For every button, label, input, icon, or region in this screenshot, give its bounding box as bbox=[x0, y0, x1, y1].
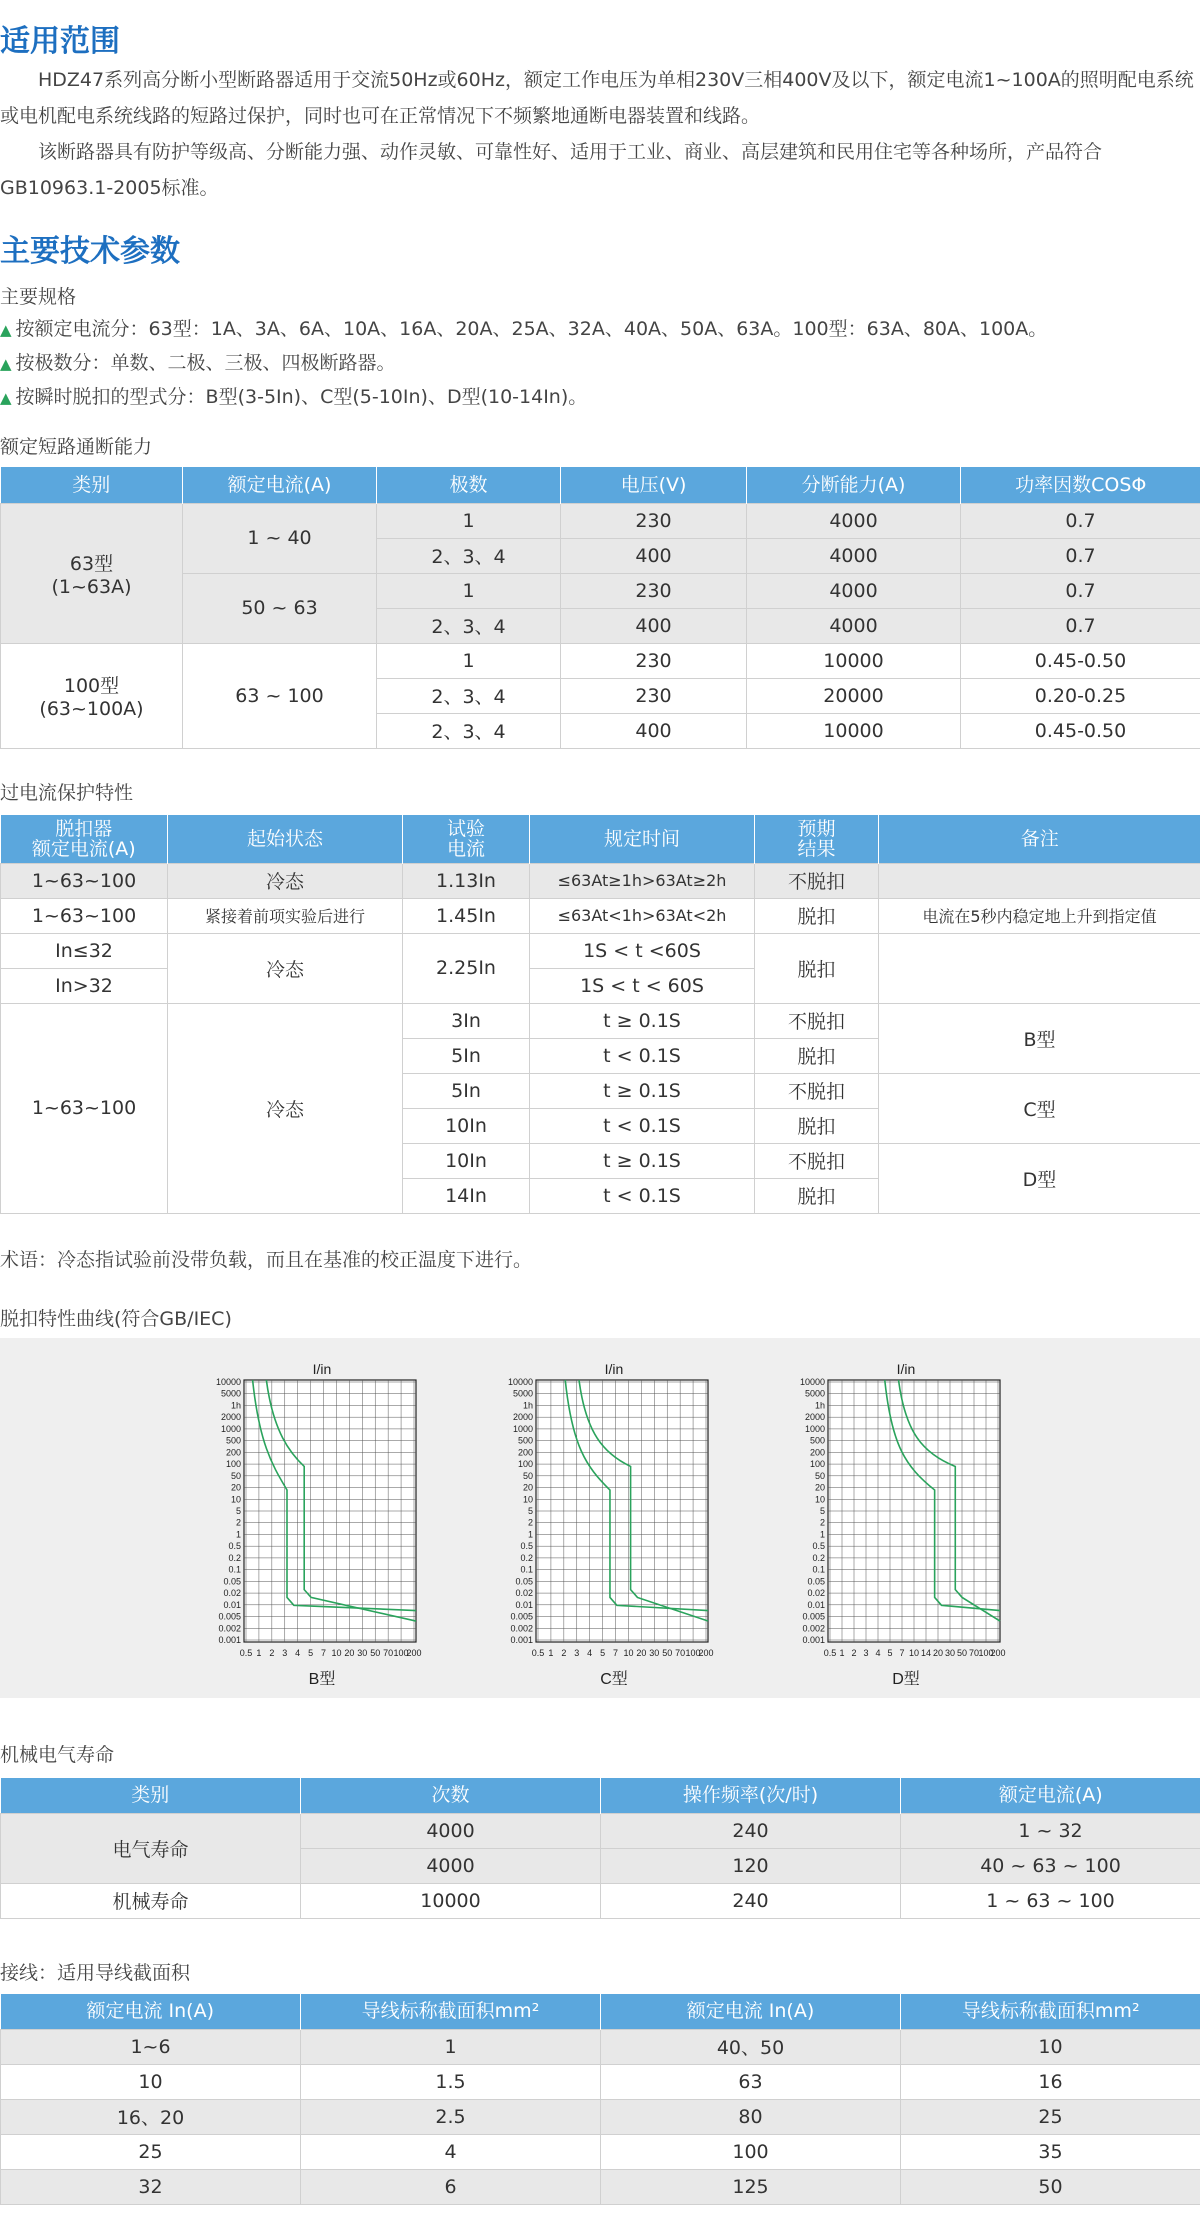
table-cell: 14In bbox=[403, 1178, 530, 1213]
table-cell: 80 bbox=[601, 2099, 901, 2134]
table-cell: 35 bbox=[901, 2134, 1200, 2169]
y-tick-label: 0.2 bbox=[520, 1552, 533, 1563]
y-tick-label: 0.02 bbox=[807, 1588, 825, 1599]
table-cell: 230 bbox=[561, 503, 747, 538]
table-header: 分断能力(A) bbox=[747, 467, 961, 503]
table-cell: 机械寿命 bbox=[1, 1883, 301, 1918]
table-cell: ≤63At≥1h>63At≥2h bbox=[530, 863, 755, 898]
table-cell: t < 0.1S bbox=[530, 1038, 755, 1073]
table-header: 类别 bbox=[1, 1778, 301, 1813]
table-cell: 2、3、4 bbox=[377, 538, 561, 573]
y-tick-label: 20 bbox=[230, 1482, 241, 1493]
category-100: 100型 (63~100A) bbox=[1, 643, 183, 748]
x-tick-label: 200 bbox=[990, 1648, 1006, 1658]
table-cell: 400 bbox=[561, 538, 747, 573]
y-tick-label: 0.02 bbox=[515, 1588, 533, 1599]
table-cell: 240 bbox=[601, 1883, 901, 1918]
table-cell: 120 bbox=[601, 1848, 901, 1883]
x-tick-label: 50 bbox=[370, 1648, 381, 1658]
y-tick-label: 2 bbox=[819, 1517, 825, 1528]
y-tick-label: 1 bbox=[235, 1529, 241, 1540]
table-cell: 4000 bbox=[747, 608, 961, 643]
table-cell: 1 bbox=[377, 573, 561, 608]
y-tick-label: 50 bbox=[230, 1470, 241, 1481]
table-cell: 1S < t <60S bbox=[530, 933, 755, 968]
table-cell: In>32 bbox=[1, 968, 168, 1003]
table-cell: 4000 bbox=[747, 573, 961, 608]
x-tick-label: 5 bbox=[887, 1648, 893, 1658]
table-header: 额定电流 In(A) bbox=[1, 1994, 301, 2029]
table-cell: 10 bbox=[901, 2029, 1200, 2064]
curve-name: B型 bbox=[308, 1671, 336, 1688]
y-tick-label: 2000 bbox=[804, 1412, 825, 1423]
scope-title: 适用范围 bbox=[0, 24, 120, 59]
x-tick-label: 1 bbox=[839, 1648, 845, 1658]
table-cell: 10In bbox=[403, 1143, 530, 1178]
table-header: 起始状态 bbox=[168, 815, 403, 863]
table-cell: 40 ~ 63 ~ 100 bbox=[901, 1848, 1200, 1883]
table-cell: 冷态 bbox=[168, 863, 403, 898]
y-tick-label: 0.002 bbox=[510, 1623, 533, 1634]
x-tick-label: 1 bbox=[548, 1648, 554, 1658]
y-tick-label: 0.1 bbox=[520, 1564, 533, 1575]
triangle-icon: ▲ bbox=[0, 355, 12, 373]
table-cell: 50 bbox=[901, 2169, 1200, 2204]
y-tick-label: 1 bbox=[819, 1529, 825, 1540]
x-tick-label: 200 bbox=[406, 1648, 422, 1658]
table-cell: 10000 bbox=[747, 643, 961, 678]
y-tick-label: 0.002 bbox=[218, 1623, 241, 1634]
table-cell: 电流在5秒内稳定地上升到指定值 bbox=[879, 898, 1200, 933]
life-label: 机械电气寿命 bbox=[0, 1744, 115, 1766]
y-tick-label: 0.005 bbox=[802, 1611, 825, 1622]
table-header: 类别 bbox=[1, 467, 183, 503]
y-tick-label: 2000 bbox=[220, 1412, 241, 1423]
table-cell: 脱扣 bbox=[755, 1038, 879, 1073]
current-cell: 1 ~ 40 bbox=[183, 503, 377, 573]
x-tick-label: 1 bbox=[256, 1648, 262, 1658]
table-cell: 6 bbox=[301, 2169, 601, 2204]
y-tick-label: 500 bbox=[517, 1435, 533, 1446]
y-tick-label: 10 bbox=[814, 1494, 825, 1505]
current-cell: 50 ~ 63 bbox=[183, 573, 377, 643]
y-tick-label: 2000 bbox=[512, 1412, 533, 1423]
curves-label: 脱扣特性曲线(符合GB/IEC) bbox=[0, 1308, 232, 1330]
table-cell: 1.13In bbox=[403, 863, 530, 898]
y-tick-label: 0.1 bbox=[228, 1564, 241, 1575]
table-header: 极数 bbox=[377, 467, 561, 503]
x-tick-label: 3 bbox=[574, 1648, 580, 1658]
y-tick-label: 0.05 bbox=[223, 1576, 241, 1587]
table-cell: 0.7 bbox=[961, 538, 1200, 573]
table-cell: 1.45In bbox=[403, 898, 530, 933]
table-cell: 1 ~ 63 ~ 100 bbox=[901, 1883, 1200, 1918]
y-tick-label: 1h bbox=[522, 1400, 533, 1411]
y-tick-label: 500 bbox=[809, 1435, 825, 1446]
x-tick-label: 20 bbox=[932, 1648, 944, 1658]
table-cell: 0.20-0.25 bbox=[961, 678, 1200, 713]
y-tick-label: 50 bbox=[814, 1470, 825, 1481]
wiring-label: 接线：适用导线截面积 bbox=[0, 1962, 191, 1984]
y-tick-label: 0.1 bbox=[812, 1564, 825, 1575]
x-tick-label: 30 bbox=[357, 1648, 368, 1658]
table-cell: 240 bbox=[601, 1813, 901, 1848]
table-cell: t ≥ 0.1S bbox=[530, 1073, 755, 1108]
triangle-icon: ▲ bbox=[0, 321, 12, 339]
y-tick-label: 0.005 bbox=[510, 1611, 533, 1622]
y-tick-label: 5000 bbox=[512, 1388, 533, 1399]
spec-label: 主要规格 bbox=[0, 286, 77, 308]
table-header: 预期 结果 bbox=[755, 815, 879, 863]
x-tick-label: 3 bbox=[863, 1648, 869, 1658]
table-cell: 冷态 bbox=[168, 933, 403, 1003]
table-cell: B型 bbox=[879, 1003, 1200, 1073]
y-tick-label: 100 bbox=[809, 1459, 825, 1470]
x-tick-label: 70 bbox=[968, 1648, 980, 1658]
table-cell: 4 bbox=[301, 2134, 601, 2169]
table-cell: 0.7 bbox=[961, 503, 1200, 538]
x-tick-label: 7 bbox=[899, 1648, 905, 1658]
x-tick-label: 0.5 bbox=[239, 1648, 253, 1658]
table-cell: 不脱扣 bbox=[755, 1003, 879, 1038]
table-header: 功率因数COSΦ bbox=[961, 467, 1200, 503]
x-tick-label: 20 bbox=[344, 1648, 355, 1658]
y-tick-label: 5 bbox=[527, 1506, 533, 1516]
table-cell: 脱扣 bbox=[755, 1178, 879, 1213]
spec-bullet: ▲ 按额定电流分：63型：1A、3A、6A、10A、16A、20A、25A、32A、40A、50A、63A。100型：63A、80A、100A。 bbox=[0, 318, 1048, 340]
x-tick-label: 50 bbox=[956, 1648, 968, 1658]
table-cell: 脱扣 bbox=[755, 898, 879, 933]
y-tick-label: 5 bbox=[819, 1506, 825, 1516]
x-tick-label: 0.5 bbox=[531, 1648, 545, 1658]
table-cell: ≤63At<1h>63At<2h bbox=[530, 898, 755, 933]
x-tick-label: 2 bbox=[561, 1648, 567, 1658]
table-cell: 400 bbox=[561, 608, 747, 643]
x-tick-label: 30 bbox=[649, 1648, 660, 1658]
table-cell: 不脱扣 bbox=[755, 1073, 879, 1108]
life-table bbox=[0, 1778, 1200, 1919]
table-header: 额定电流(A) bbox=[183, 467, 377, 503]
table-cell: 1 ~ 32 bbox=[901, 1813, 1200, 1848]
table-header: 规定时间 bbox=[530, 815, 755, 863]
table-cell: t ≥ 0.1S bbox=[530, 1003, 755, 1038]
y-tick-label: 1 bbox=[527, 1529, 533, 1540]
x-tick-label: 50 bbox=[662, 1648, 673, 1658]
y-tick-label: 1000 bbox=[220, 1423, 241, 1434]
y-tick-label: 0.01 bbox=[807, 1599, 825, 1610]
table-cell: 2、3、4 bbox=[377, 678, 561, 713]
table-cell: 4000 bbox=[747, 503, 961, 538]
cold-state-note: 术语：冷态指试验前没带负载，而且在基准的校正温度下进行。 bbox=[0, 1249, 533, 1271]
x-tick-label: 0.5 bbox=[823, 1648, 837, 1658]
y-tick-label: 100 bbox=[517, 1459, 533, 1470]
table-cell: t < 0.1S bbox=[530, 1108, 755, 1143]
table-cell: In≤32 bbox=[1, 933, 168, 968]
table-cell: 1.5 bbox=[301, 2064, 601, 2099]
table-cell: 1~63~100 bbox=[1, 863, 168, 898]
y-tick-label: 0.05 bbox=[807, 1576, 825, 1587]
table-cell: 1 bbox=[301, 2029, 601, 2064]
axis-title: I/in bbox=[604, 1361, 624, 1377]
y-tick-label: 5 bbox=[235, 1506, 241, 1516]
table-cell: 10In bbox=[403, 1108, 530, 1143]
table-cell: 1~6 bbox=[1, 2029, 301, 2064]
table-cell: C型 bbox=[879, 1073, 1200, 1143]
curve-name: D型 bbox=[892, 1671, 920, 1688]
y-tick-label: 20 bbox=[522, 1482, 533, 1493]
x-tick-label: 2 bbox=[851, 1648, 857, 1658]
table-cell: 1 bbox=[377, 643, 561, 678]
table-cell: 0.7 bbox=[961, 608, 1200, 643]
table-cell: 冷态 bbox=[168, 1003, 403, 1213]
table-cell: 2、3、4 bbox=[377, 608, 561, 643]
y-tick-label: 0.01 bbox=[515, 1599, 533, 1610]
x-tick-label: 20 bbox=[636, 1648, 647, 1658]
y-tick-label: 1000 bbox=[512, 1423, 533, 1434]
x-tick-label: 5 bbox=[308, 1648, 314, 1658]
spec-bullet: ▲ 按瞬时脱扣的型式分：B型(3-5In)、C型(5-10In)、D型(10-14In)。 bbox=[0, 386, 588, 408]
table-cell: 63 bbox=[601, 2064, 901, 2099]
table-header: 次数 bbox=[301, 1778, 601, 1813]
table-cell: 25 bbox=[1, 2134, 301, 2169]
table-cell: 1~63~100 bbox=[1, 898, 168, 933]
x-tick-label: 70 bbox=[383, 1648, 394, 1658]
x-tick-label: 3 bbox=[282, 1648, 288, 1658]
table-cell: 5In bbox=[403, 1038, 530, 1073]
table-header: 操作频率(次/时) bbox=[601, 1778, 901, 1813]
table-cell: 0.45-0.50 bbox=[961, 713, 1200, 748]
current-cell: 63 ~ 100 bbox=[183, 643, 377, 748]
table-cell: 10 bbox=[1, 2064, 301, 2099]
table-cell: 2.25In bbox=[403, 933, 530, 1003]
x-tick-label: 70 bbox=[675, 1648, 686, 1658]
scope-para-2: 该断路器具有防护等级高、分断能力强、动作灵敏、可靠性好、适用于工业、商业、高层建筑和民用住宅等各种场所，产品符合GB10963.1-2005标准。 bbox=[0, 141, 1103, 199]
table-cell: 电气寿命 bbox=[1, 1813, 301, 1883]
table-cell: 5In bbox=[403, 1073, 530, 1108]
breaking-label: 额定短路通断能力 bbox=[0, 436, 153, 458]
trip-curves-panel bbox=[0, 1338, 1200, 1698]
x-tick-label: 4 bbox=[875, 1648, 881, 1658]
x-tick-label: 4 bbox=[295, 1648, 301, 1658]
table-cell: 紧接着前项实验后进行 bbox=[168, 898, 403, 933]
table-cell: 0.7 bbox=[961, 573, 1200, 608]
table-cell: 3In bbox=[403, 1003, 530, 1038]
table-header: 额定电流 In(A) bbox=[601, 1994, 901, 2029]
y-tick-label: 0.5 bbox=[228, 1541, 241, 1552]
y-tick-label: 0.02 bbox=[223, 1588, 241, 1599]
x-tick-label: 14 bbox=[920, 1648, 932, 1658]
x-tick-label: 10 bbox=[331, 1648, 342, 1658]
x-tick-label: 100 bbox=[393, 1648, 409, 1658]
table-header: 额定电流(A) bbox=[901, 1778, 1200, 1813]
x-tick-label: 10 bbox=[623, 1648, 634, 1658]
x-tick-label: 7 bbox=[321, 1648, 327, 1658]
y-tick-label: 1000 bbox=[804, 1423, 825, 1434]
x-tick-label: 100 bbox=[978, 1648, 994, 1658]
y-tick-label: 200 bbox=[225, 1447, 241, 1458]
table-cell: 100 bbox=[601, 2134, 901, 2169]
y-tick-label: 0.5 bbox=[520, 1541, 533, 1552]
table-cell: 10000 bbox=[747, 713, 961, 748]
wiring-table bbox=[0, 1994, 1200, 2205]
category-63: 63型 (1~63A) bbox=[1, 503, 183, 643]
y-tick-label: 10000 bbox=[215, 1377, 241, 1387]
y-tick-label: 10000 bbox=[799, 1377, 825, 1387]
table-cell: 20000 bbox=[747, 678, 961, 713]
table-header: 脱扣器 额定电流(A) bbox=[1, 815, 168, 863]
y-tick-label: 1h bbox=[230, 1400, 241, 1411]
table-cell: 脱扣 bbox=[755, 933, 879, 1003]
table-header: 备注 bbox=[879, 815, 1200, 863]
spec-bullet: ▲ 按极数分：单数、二极、三极、四极断路器。 bbox=[0, 352, 396, 374]
triangle-icon: ▲ bbox=[0, 389, 12, 407]
table-cell bbox=[879, 933, 1200, 1003]
y-tick-label: 2 bbox=[527, 1517, 533, 1528]
table-cell: 2.5 bbox=[301, 2099, 601, 2134]
table-cell: 40、50 bbox=[601, 2029, 901, 2064]
trip-curves-chart bbox=[0, 1338, 1200, 1698]
axis-title: I/in bbox=[312, 1361, 332, 1377]
table-cell: t < 0.1S bbox=[530, 1178, 755, 1213]
table-cell: t ≥ 0.1S bbox=[530, 1143, 755, 1178]
y-tick-label: 0.002 bbox=[802, 1623, 825, 1634]
curve-name: C型 bbox=[600, 1671, 628, 1688]
table-header: 电压(V) bbox=[561, 467, 747, 503]
x-tick-label: 2 bbox=[269, 1648, 275, 1658]
table-cell: 25 bbox=[901, 2099, 1200, 2134]
y-tick-label: 2 bbox=[235, 1517, 241, 1528]
table-cell: 4000 bbox=[747, 538, 961, 573]
y-tick-label: 100 bbox=[225, 1459, 241, 1470]
x-tick-label: 7 bbox=[613, 1648, 619, 1658]
y-tick-label: 0.2 bbox=[812, 1552, 825, 1563]
y-tick-label: 0.05 bbox=[515, 1576, 533, 1587]
table-cell: 16 bbox=[901, 2064, 1200, 2099]
x-tick-label: 200 bbox=[698, 1648, 714, 1658]
y-tick-label: 0.001 bbox=[802, 1635, 825, 1645]
table-cell: 16、20 bbox=[1, 2099, 301, 2134]
y-tick-label: 5000 bbox=[220, 1388, 241, 1399]
table-cell: 1~63~100 bbox=[1, 1003, 168, 1213]
table-cell: 400 bbox=[561, 713, 747, 748]
y-tick-label: 0.001 bbox=[218, 1635, 241, 1645]
x-tick-label: 4 bbox=[587, 1648, 593, 1658]
y-tick-label: 10000 bbox=[507, 1377, 533, 1387]
table-cell: 4000 bbox=[301, 1848, 601, 1883]
y-tick-label: 0.5 bbox=[812, 1541, 825, 1552]
table-header: 导线标称截面积mm² bbox=[301, 1994, 601, 2029]
overcurrent-label: 过电流保护特性 bbox=[0, 782, 134, 804]
y-tick-label: 0.01 bbox=[223, 1599, 241, 1610]
table-cell: 4000 bbox=[301, 1813, 601, 1848]
overcurrent-table bbox=[0, 815, 1200, 1214]
y-tick-label: 20 bbox=[814, 1482, 825, 1493]
table-cell: 不脱扣 bbox=[755, 863, 879, 898]
table-header: 试验 电流 bbox=[403, 815, 530, 863]
table-cell: D型 bbox=[879, 1143, 1200, 1213]
y-tick-label: 10 bbox=[522, 1494, 533, 1505]
table-cell: 125 bbox=[601, 2169, 901, 2204]
y-tick-label: 500 bbox=[225, 1435, 241, 1446]
y-tick-label: 1h bbox=[814, 1400, 825, 1411]
table-cell: 230 bbox=[561, 643, 747, 678]
y-tick-label: 10 bbox=[230, 1494, 241, 1505]
table-cell bbox=[879, 863, 1200, 898]
y-tick-label: 50 bbox=[522, 1470, 533, 1481]
y-tick-label: 200 bbox=[809, 1447, 825, 1458]
breaking-table bbox=[0, 467, 1200, 749]
y-tick-label: 5000 bbox=[804, 1388, 825, 1399]
scope-para-1: HDZ47系列高分断小型断路器适用于交流50Hz或60Hz，额定工作电压为单相230V三相400V及以下，额定电流1~100A的照明配电系统或电机配电系统线路的短路过保护，同时也可在正常情况下不频繁地通断电器装置和线路。 bbox=[0, 69, 1194, 127]
table-cell: 不脱扣 bbox=[755, 1143, 879, 1178]
table-cell: 1S < t < 60S bbox=[530, 968, 755, 1003]
x-tick-label: 10 bbox=[908, 1648, 920, 1658]
x-tick-label: 100 bbox=[685, 1648, 701, 1658]
axis-title: I/in bbox=[896, 1361, 916, 1377]
table-cell: 230 bbox=[561, 678, 747, 713]
table-cell: 10000 bbox=[301, 1883, 601, 1918]
table-cell: 32 bbox=[1, 2169, 301, 2204]
y-tick-label: 0.2 bbox=[228, 1552, 241, 1563]
y-tick-label: 200 bbox=[517, 1447, 533, 1458]
x-tick-label: 30 bbox=[944, 1648, 956, 1658]
table-cell: 230 bbox=[561, 573, 747, 608]
x-tick-label: 5 bbox=[600, 1648, 606, 1658]
table-cell: 2、3、4 bbox=[377, 713, 561, 748]
y-tick-label: 0.005 bbox=[218, 1611, 241, 1622]
y-tick-label: 0.001 bbox=[510, 1635, 533, 1645]
table-cell: 1 bbox=[377, 503, 561, 538]
params-title: 主要技术参数 bbox=[0, 234, 180, 269]
table-cell: 0.45-0.50 bbox=[961, 643, 1200, 678]
table-cell: 脱扣 bbox=[755, 1108, 879, 1143]
table-header: 导线标称截面积mm² bbox=[901, 1994, 1200, 2029]
